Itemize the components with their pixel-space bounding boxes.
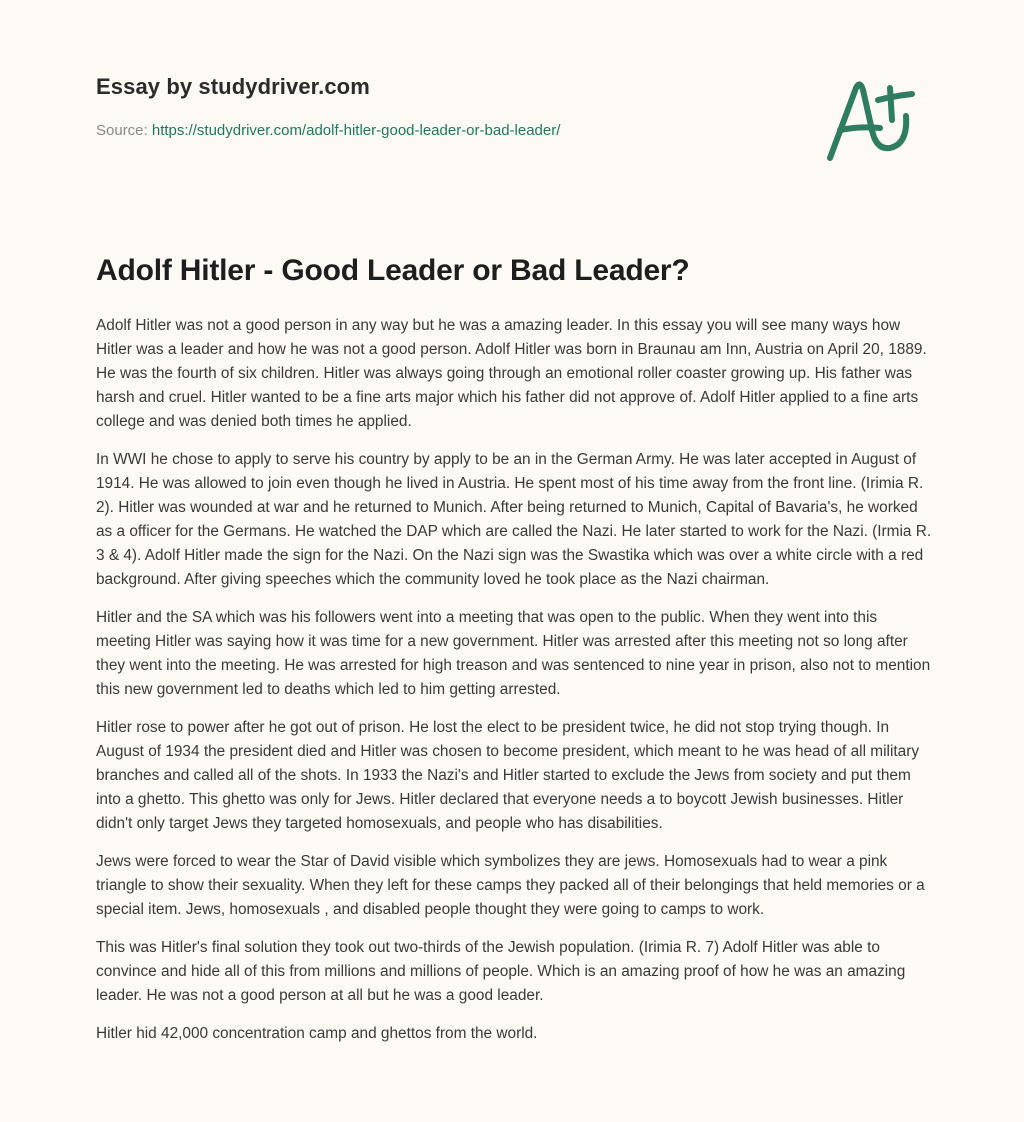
essay-paragraph: Adolf Hitler was not a good person in any way but he was a amazing leader. In this essay you will see many ways how Hitler was a leader and how he was not a good person. Adolf Hitler was born in Braunau am Inn, Austria on April 20, 1889. He was the fourth of six children. Hitler was always going through an emotional roller coaster growing up. His father was harsh and cruel. Hitler wanted to be a fine arts major which his father did not approve of. Adolf Hitler applied to a fine arts college and was denied both times he applied. <box>96 317 927 430</box>
essay-paragraph: This was Hitler's final solution they took out two-thirds of the Jewish population. (Irimia R. 7) Adolf Hitler was able to convince and hide all of this from millions and millions of people. Which is an amazing proof of how he was an amazing leader. He was not a good person at all but he was a good leader. <box>96 939 906 1004</box>
essay-title: Adolf Hitler - Good Leader or Bad Leader? <box>96 254 690 287</box>
essay-body <box>96 314 932 1060</box>
source-label: Source: <box>96 122 148 139</box>
site-title: Essay by studydriver.com <box>96 74 370 99</box>
essay-paragraph: Hitler hid 42,000 concentration camp and ghettos from the world. <box>96 1025 538 1042</box>
source-line <box>96 122 560 139</box>
essay-header <box>96 74 560 139</box>
a-plus-grade-icon <box>820 68 930 168</box>
essay-paragraph: Hitler and the SA which was his followers went into a meeting that was open to the public. When they went into this meeting Hitler was saying how it was time for a new government. Hitler was arrested after this meeting not so long after they went into the meeting. He was arrested for high treason and was sentenced to nine year in prison, also not to mention this new government led to deaths which led to him getting arrested. <box>96 609 931 698</box>
essay-paragraph: Hitler rose to power after he got out of prison. He lost the elect to be president twice, he did not stop trying though. In August of 1934 the president died and Hitler was chosen to become president, which meant to he was head of all military branches and called all of the shots. In 1933 the Nazi's and Hitler started to exclude the Jews from society and put them into a ghetto. This ghetto was only for Jews. Hitler declared that everyone needs a to boycott Jewish businesses. Hitler didn't only target Jews they targeted homosexuals, and people who has disabilities. <box>96 719 920 832</box>
source-link[interactable]: https://studydriver.com/adolf-hitler-good-leader-or-bad-leader/ <box>151 122 561 139</box>
essay-paragraph: In WWI he chose to apply to serve his country by apply to be an in the German Army. He was later accepted in August of 1914. He was allowed to join even though he lived in Austria. He spent most of his time away from the front line. (Irimia R. 2). Hitler was wounded at war and he returned to Munich. After being returned to Munich, Capital of Bavaria's, he worked as a officer for the Germans. He watched the DAP which are called the Nazi. He later started to work for the Nazi. (Irmia R. 3 & 4). Adolf Hitler made the sign for the Nazi. On the Nazi sign was the Swastika which was over a white circle with a red background. After giving speeches which the community loved he took place as the Nazi chairman. <box>96 451 932 588</box>
essay-paragraph: Jews were forced to wear the Star of David visible which symbolizes they are jews. Homosexuals had to wear a pink triangle to show their sexuality. When they left for these camps they packed all of their belongings that held memories or a special item. Jews, homosexuals , and disabled people thought they were going to camps to work. <box>96 853 925 918</box>
